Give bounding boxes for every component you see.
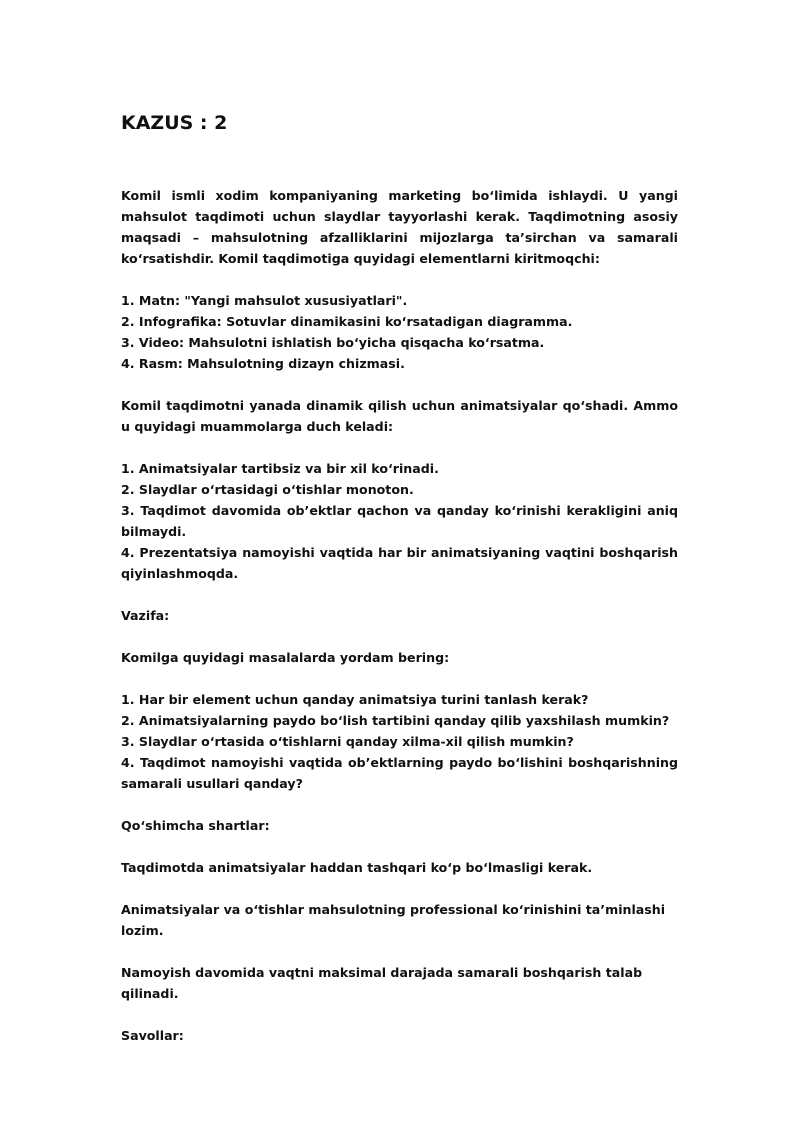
spacer: [121, 941, 678, 962]
task-item: 2. Animatsiyalarning paydo bo‘lish tartibini qanday qilib yaxshilash mumkin?: [121, 713, 670, 728]
task-item: 3. Slaydlar o‘rtasida o‘tishlarni qanday xilma-xil qilish mumkin?: [121, 734, 574, 749]
spacer: [121, 836, 678, 857]
task-item: 1. Har bir element uchun qanday animatsiya turini tanlash kerak?: [121, 692, 589, 707]
spacer: [121, 626, 678, 647]
condition-item: Animatsiyalar va o‘tishlar mahsulotning professional ko‘rinishini ta’minlashi lozim.: [121, 902, 666, 938]
spacer: [121, 437, 678, 458]
questions-heading: Savollar:: [121, 1028, 184, 1043]
problem-item: 4. Prezentatsiya namoyishi vaqtida har bir animatsiyaning vaqtini boshqarish qiyinlashmoqda.: [121, 545, 678, 581]
element-item: 2. Infografika: Sotuvlar dinamikasini ko‘rsatadigan diagramma.: [121, 314, 573, 329]
problem-item: 3. Taqdimot davomida ob’ektlar qachon va qanday ko‘rinishi kerakligini aniq bilmaydi.: [121, 503, 678, 539]
spacer: [121, 269, 678, 290]
conditions-heading: Qo‘shimcha shartlar:: [121, 818, 270, 833]
spacer: [121, 794, 678, 815]
element-item: 4. Rasm: Mahsulotning dizayn chizmasi.: [121, 356, 405, 371]
spacer: [121, 668, 678, 689]
spacer: [121, 584, 678, 605]
problem-item: 2. Slaydlar o‘rtasidagi o‘tishlar monoton.: [121, 482, 414, 497]
document-title: KAZUS : 2: [121, 112, 228, 134]
element-item: 3. Video: Mahsulotni ishlatish bo‘yicha qisqacha ko‘rsatma.: [121, 335, 545, 350]
spacer: [121, 374, 678, 395]
problem-item: 1. Animatsiyalar tartibsiz va bir xil ko‘rinadi.: [121, 461, 439, 476]
intro-paragraph: Komil ismli xodim kompaniyaning marketing bo‘limida ishlaydi. U yangi mahsulot taqdimoti uchun slaydlar tayyorlashi kerak. Taqdimotning asosiy maqsadi – mahsulotning afzalliklarini mijozlarga ta’sirchan va samarali ko‘rsatishdir. Komil taqdimotiga quyidagi elementlarni kiritmoqchi:: [121, 188, 678, 266]
condition-item: Taqdimotda animatsiyalar haddan tashqari ko‘p bo‘lmasligi kerak.: [121, 860, 593, 875]
task-intro: Komilga quyidagi masalalarda yordam bering:: [121, 650, 450, 665]
element-item: 1. Matn: "Yangi mahsulot xususiyatlari".: [121, 293, 408, 308]
document-body: [121, 185, 678, 1046]
spacer: [121, 878, 678, 899]
spacer: [121, 1004, 678, 1025]
condition-item: Namoyish davomida vaqtni maksimal darajada samarali boshqarish talab qilinadi.: [121, 965, 643, 1001]
task-item: 4. Taqdimot namoyishi vaqtida ob’ektlarning paydo bo‘lishini boshqarishning samarali usullari qanday?: [121, 755, 678, 791]
problem-intro-paragraph: Komil taqdimotni yanada dinamik qilish uchun animatsiyalar qo‘shadi. Ammo u quyidagi muammolarga duch keladi:: [121, 398, 678, 434]
task-heading: Vazifa:: [121, 608, 170, 623]
